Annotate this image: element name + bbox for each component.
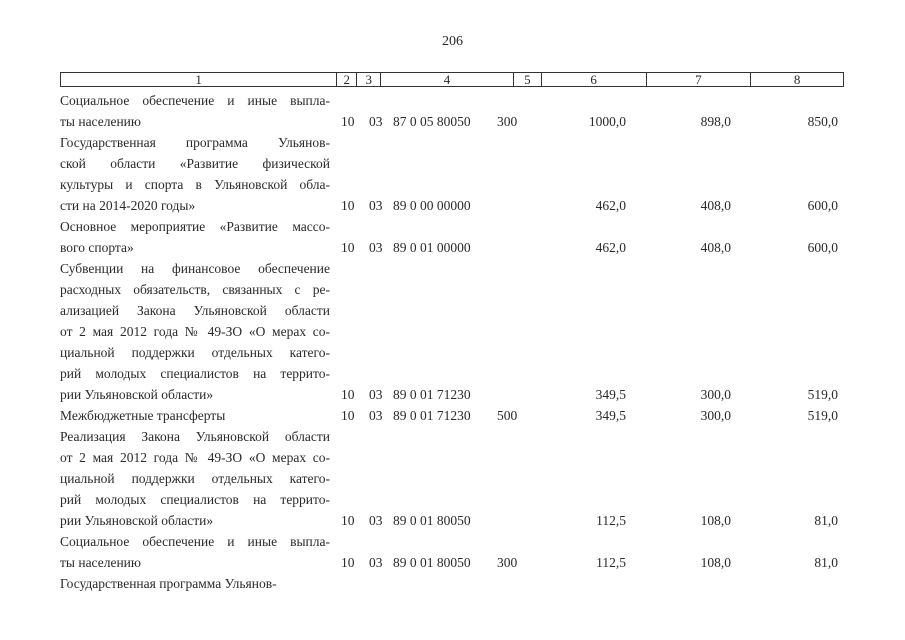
- row-values: [60, 552, 844, 573]
- description-line: Социальное обеспечение и иные выпла-: [60, 534, 330, 549]
- subsection-code: 03: [369, 513, 383, 528]
- amount-col-8: 81,0: [814, 555, 838, 570]
- subsection-code: 03: [369, 555, 383, 570]
- row-values: [60, 510, 844, 531]
- row-values: [60, 237, 844, 258]
- target-article-code: 89 0 01 71230: [393, 387, 471, 402]
- description-line: рии Ульяновской области»: [60, 387, 214, 402]
- subsection-code: 03: [369, 114, 383, 129]
- description-line: Субвенции на финансовое обеспечение: [60, 261, 330, 276]
- amount-col-6: 349,5: [595, 408, 626, 423]
- amount-col-8: 600,0: [807, 240, 838, 255]
- header-col-1: 1: [61, 73, 337, 86]
- target-article-code: 89 0 00 00000: [393, 198, 471, 213]
- amount-col-6: 462,0: [595, 240, 626, 255]
- description-line: ской области «Развитие физической: [60, 156, 330, 171]
- target-article-code: 89 0 01 80050: [393, 555, 471, 570]
- description-line: от 2 мая 2012 года № 49-ЗО «О мерах со-: [60, 324, 330, 339]
- table-row: [60, 258, 844, 405]
- table-row: [60, 573, 844, 594]
- section-code: 10: [341, 198, 355, 213]
- description-line: Реализация Закона Ульяновской области: [60, 429, 330, 444]
- row-description: [60, 258, 330, 405]
- row-values: [60, 573, 844, 594]
- amount-col-7: 300,0: [700, 387, 731, 402]
- description-line: Межбюджетные трансферты: [60, 408, 226, 423]
- target-article-code: 89 0 01 80050: [393, 513, 471, 528]
- description-line: сти на 2014-2020 годы»: [60, 198, 196, 213]
- amount-col-6: 1000,0: [588, 114, 626, 129]
- description-line: от 2 мая 2012 года № 49-ЗО «О мерах со-: [60, 450, 330, 465]
- header-col-7: 7: [647, 73, 752, 86]
- amount-col-6: 112,5: [596, 513, 626, 528]
- description-line: Государственная программа Ульянов-: [60, 576, 277, 591]
- description-line: рий молодых специалистов на террито-: [60, 366, 330, 381]
- header-col-5: 5: [514, 73, 542, 86]
- table-row: [60, 216, 844, 258]
- description-line: рий молодых специалистов на террито-: [60, 492, 330, 507]
- expense-type-code: 300: [497, 555, 518, 570]
- description-line: ты населению: [60, 114, 141, 129]
- amount-col-7: 300,0: [700, 408, 731, 423]
- amount-col-7: 898,0: [700, 114, 731, 129]
- row-values: [60, 405, 844, 426]
- description-line: рии Ульяновской области»: [60, 513, 214, 528]
- description-line: Государственная программа Ульянов-: [60, 135, 330, 150]
- amount-col-7: 408,0: [700, 240, 731, 255]
- table-row: [60, 90, 844, 132]
- page-number: 206: [442, 34, 463, 49]
- description-line: Основное мероприятие «Развитие массо-: [60, 219, 330, 234]
- section-code: 10: [341, 408, 355, 423]
- description-line: культуры и спорта в Ульяновской обла-: [60, 177, 330, 192]
- subsection-code: 03: [369, 408, 383, 423]
- section-code: 10: [341, 387, 355, 402]
- description-line: циальной поддержки отдельных катего-: [60, 345, 330, 360]
- table-row: [60, 405, 844, 426]
- expense-type-code: 300: [497, 114, 518, 129]
- row-values: [60, 384, 844, 405]
- table-row: [60, 132, 844, 216]
- amount-col-6: 462,0: [595, 198, 626, 213]
- header-col-8: 8: [793, 72, 801, 87]
- description-line: ализацией Закона Ульяновской области: [60, 303, 330, 318]
- header-col-4: 4: [381, 73, 514, 86]
- row-values: [60, 111, 844, 132]
- row-values: [60, 195, 844, 216]
- table-row: [60, 426, 844, 531]
- section-code: 10: [341, 555, 355, 570]
- section-code: 10: [341, 240, 355, 255]
- amount-col-8: 81,0: [814, 513, 838, 528]
- subsection-code: 03: [369, 198, 383, 213]
- table-header: [60, 72, 844, 87]
- target-article-code: 89 0 01 71230: [393, 408, 471, 423]
- table-row: [60, 531, 844, 573]
- amount-col-7: 408,0: [700, 198, 731, 213]
- description-line: Социальное обеспечение и иные выпла-: [60, 93, 330, 108]
- description-line: ты населению: [60, 555, 141, 570]
- section-code: 10: [341, 513, 355, 528]
- subsection-code: 03: [369, 387, 383, 402]
- target-article-code: 87 0 05 80050: [393, 114, 471, 129]
- amount-col-8: 850,0: [807, 114, 838, 129]
- header-col-2: 2: [337, 73, 357, 86]
- amount-col-7: 108,0: [700, 555, 731, 570]
- budget-table-body: [60, 90, 844, 594]
- target-article-code: 89 0 01 00000: [393, 240, 471, 255]
- amount-col-8: 519,0: [807, 408, 838, 423]
- amount-col-7: 108,0: [700, 513, 731, 528]
- description-line: вого спорта»: [60, 240, 134, 255]
- amount-col-6: 112,5: [596, 555, 626, 570]
- description-line: циальной поддержки отдельных катего-: [60, 471, 330, 486]
- subsection-code: 03: [369, 240, 383, 255]
- amount-col-8: 600,0: [807, 198, 838, 213]
- amount-col-8: 519,0: [807, 387, 838, 402]
- header-col-6: 6: [542, 73, 647, 86]
- header-col-3: 3: [357, 73, 381, 86]
- amount-col-6: 349,5: [595, 387, 626, 402]
- description-line: расходных обязательств, связанных с ре-: [60, 282, 330, 297]
- expense-type-code: 500: [497, 408, 518, 423]
- section-code: 10: [341, 114, 355, 129]
